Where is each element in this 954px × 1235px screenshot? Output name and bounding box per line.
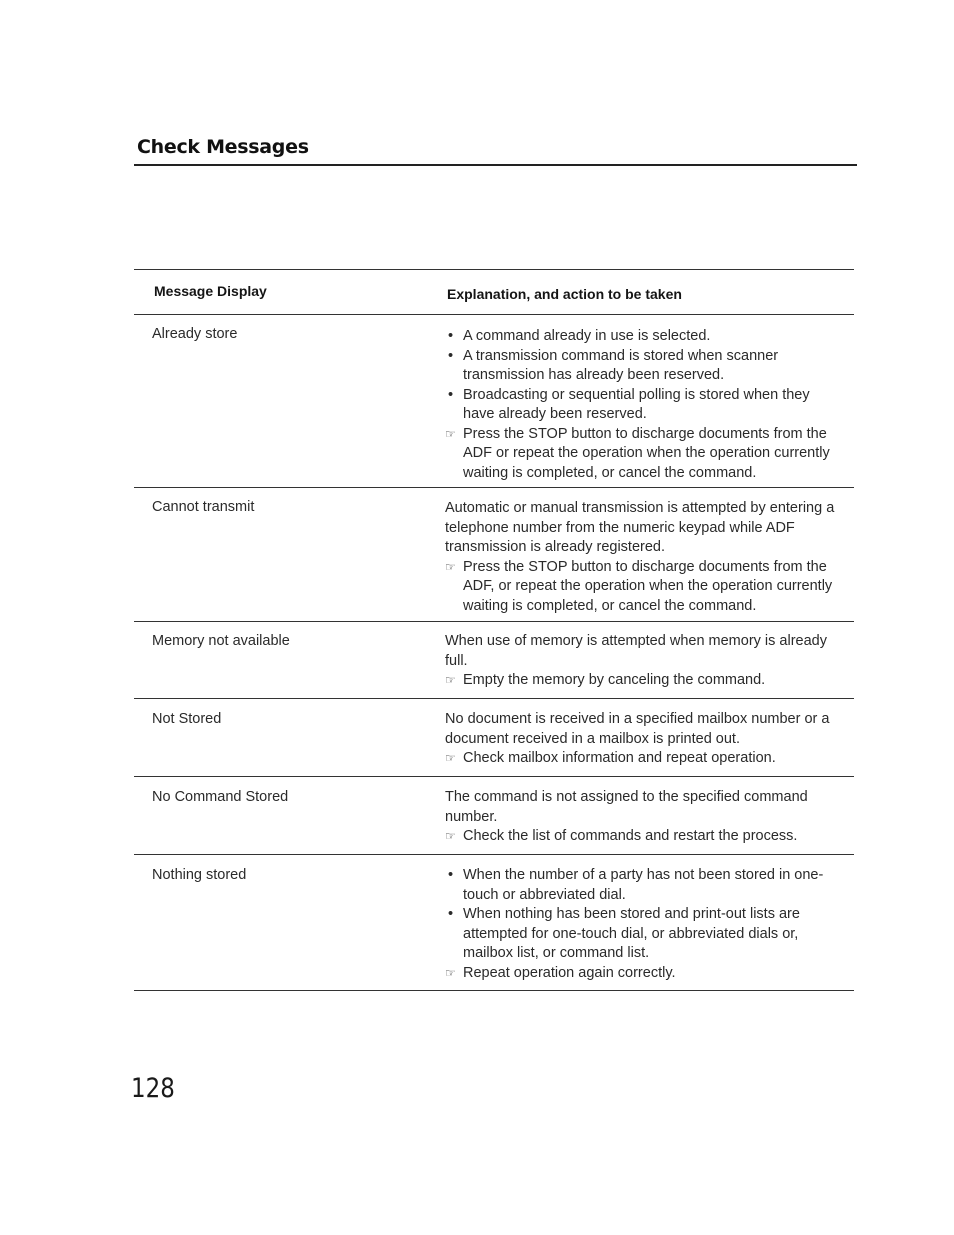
bullet-icon: • (448, 867, 454, 883)
explanation-cell (445, 632, 845, 691)
bullet-item: • A transmission command is stored when scanner transmission has already been reserved. (448, 347, 779, 383)
pointing-hand-icon: ☞ (445, 559, 456, 574)
action-item: ☞ Empty the memory by canceling the command. (445, 671, 845, 691)
table-row (134, 699, 854, 777)
message-label: Not Stored (152, 711, 222, 727)
explanation-cell (445, 710, 845, 769)
header-message-display: Message Display (154, 283, 267, 299)
message-label: No Command Stored (152, 789, 289, 805)
bullet-item: • A command already in use is selected. (445, 327, 845, 347)
explanation-cell (445, 499, 845, 616)
action-item: ☞ Check the list of commands and restart the process. (445, 827, 845, 847)
explanation-text: When use of memory is attempted when memory is already full. (445, 633, 827, 669)
pointing-hand-icon: ☞ (445, 965, 456, 980)
title-rule (134, 164, 857, 166)
explanation-cell (445, 327, 845, 483)
bullet-icon: • (448, 347, 454, 364)
table-row (134, 777, 854, 855)
message-label: Cannot transmit (152, 499, 255, 515)
action-item: ☞ Press the STOP button to discharge documents from the ADF or repeat the operation when the operation currently waiting is completed, or cancel the command. (445, 425, 830, 481)
bullet-item: • Broadcasting or sequential polling is stored when they have already been reserved. (448, 386, 810, 422)
action-item: ☞ Check mailbox information and repeat operation. (445, 749, 845, 769)
message-label: Nothing stored (152, 867, 247, 883)
pointing-hand-icon: ☞ (445, 426, 456, 441)
bullet-item: • When nothing has been stored and print-out lists are attempted for one-touch dial, or abbreviated dials or, mailbox list, or command list. (448, 906, 800, 961)
page-title: Check Messages (137, 136, 309, 158)
explanation-cell (445, 866, 845, 983)
bullet-icon: • (448, 328, 454, 344)
explanation-text: No document is received in a specified mailbox number or a document received in a mailbox is printed out. (445, 711, 830, 747)
table-header (134, 269, 854, 315)
message-label: Memory not available (152, 633, 290, 649)
pointing-hand-icon: ☞ (445, 829, 456, 843)
action-item: ☞ Press the STOP button to discharge documents from the ADF, or repeat the operation when the operation currently waiting is completed, or cancel the command. (445, 558, 833, 614)
message-label: Already store (152, 326, 238, 342)
pointing-hand-icon: ☞ (445, 751, 456, 765)
table-row (134, 488, 854, 622)
explanation-text: The command is not assigned to the specified command number. (445, 789, 808, 825)
table-row (134, 622, 854, 699)
explanation-text: Automatic or manual transmission is attempted by entering a telephone number from the numeric keypad while ADF transmission is already registered. (445, 500, 835, 555)
messages-table (134, 269, 854, 991)
action-item: ☞ Repeat operation again correctly. (445, 964, 845, 984)
table-row (134, 315, 854, 488)
header-explanation: Explanation, and action to be taken (447, 286, 682, 302)
pointing-hand-icon: ☞ (445, 673, 456, 687)
explanation-cell (445, 788, 845, 847)
bullet-item: • When the number of a party has not been stored in one-touch or abbreviated dial. (448, 867, 824, 903)
page-number: 128 (131, 1073, 175, 1104)
bullet-icon: • (448, 906, 454, 922)
table-row (134, 855, 854, 991)
bullet-icon: • (448, 386, 454, 403)
